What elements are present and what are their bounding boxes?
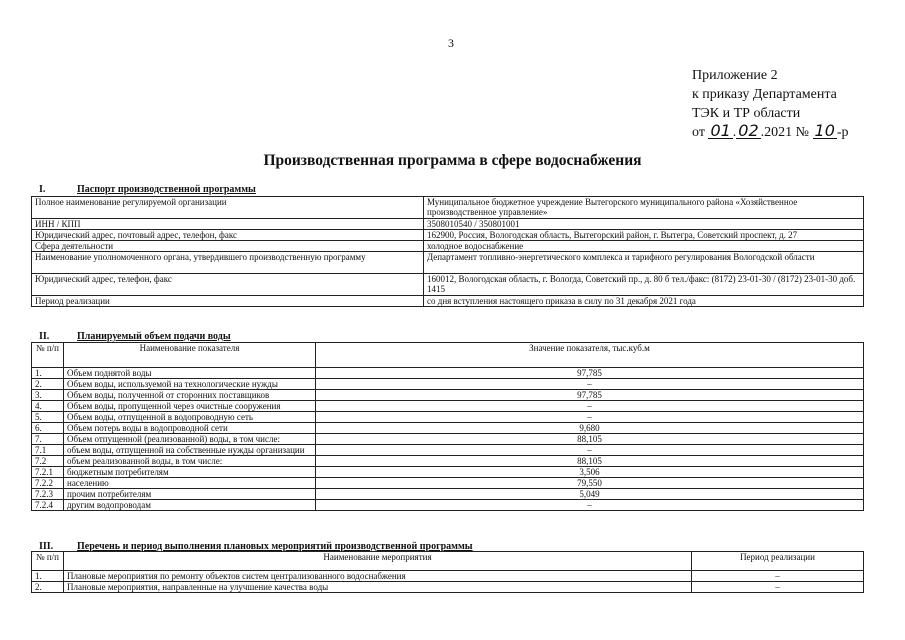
passport-label: Наименование уполномоченного органа, утвердившего производственную программу xyxy=(32,252,424,274)
row-number: 7.2.1 xyxy=(32,467,64,478)
passport-label: Полное наименование регулируемой организации xyxy=(32,197,424,219)
table-row xyxy=(32,219,864,230)
passport-value: 162900, Россия, Вологодская область, Вытегорский район, г. Вытегра, Советский проспект, д. 27 xyxy=(424,230,864,241)
row-number: 1. xyxy=(32,571,64,582)
table-row xyxy=(32,571,864,582)
appendix-line-2: к приказу Департамента xyxy=(692,87,837,102)
indicator-value: 9,680 xyxy=(316,423,864,434)
row-number: 7.2.3 xyxy=(32,489,64,500)
passport-label: Период реализации xyxy=(32,296,424,307)
indicator-name: Объем потерь воды в водопроводной сети xyxy=(64,423,316,434)
table-row xyxy=(32,582,864,593)
appendix-line-3: ТЭК и ТР области xyxy=(692,106,801,121)
indicator-name: Объем отпущенной (реализованной) воды, в том числе: xyxy=(64,434,316,445)
row-number: 1. xyxy=(32,368,64,379)
indicator-value: 97,785 xyxy=(316,368,864,379)
row-number: 7.2 xyxy=(32,456,64,467)
table-row xyxy=(32,500,864,511)
indicator-name: объем реализованной воды, в том числе: xyxy=(64,456,316,467)
table-row xyxy=(32,434,864,445)
row-number: 2. xyxy=(32,582,64,593)
indicator-value: 79,550 xyxy=(316,478,864,489)
section-1-heading xyxy=(31,184,256,195)
table-row xyxy=(32,401,864,412)
section-3-number: III. xyxy=(39,541,54,552)
measure-period: – xyxy=(692,571,864,582)
row-number: 2. xyxy=(32,379,64,390)
appendix-date-line: от 01 . 02 .2021 № 10 -р xyxy=(692,121,849,140)
table-row xyxy=(32,274,864,296)
indicator-value: 97,785 xyxy=(316,390,864,401)
section-3-title: Перечень и период выполнения плановых мероприятий производственной программы xyxy=(77,541,473,552)
table-row xyxy=(32,478,864,489)
passport-label: Сфера деятельности xyxy=(32,241,424,252)
indicator-value: – xyxy=(316,500,864,511)
indicator-name: объем воды, отпущенной на собственные нужды организации xyxy=(64,445,316,456)
table-row xyxy=(32,467,864,478)
indicator-name: населению xyxy=(64,478,316,489)
measure-name: Плановые мероприятия по ремонту объектов систем централизованного водоснабжения xyxy=(64,571,692,582)
col-header-measure: Наименование мероприятия xyxy=(64,552,692,571)
table-row xyxy=(32,489,864,500)
section-1-number: I. xyxy=(39,184,46,195)
passport-label: Юридический адрес, телефон, факс xyxy=(32,274,424,296)
row-number: 6. xyxy=(32,423,64,434)
indicator-value: 5,049 xyxy=(316,489,864,500)
document-title: Производственная программа в сфере водоснабжения xyxy=(263,152,642,169)
appendix-line-1: Приложение 2 xyxy=(692,68,778,83)
indicator-name: Объем воды, полученной от сторонних поставщиков xyxy=(64,390,316,401)
handwritten-month: 02 xyxy=(738,121,759,140)
table-row xyxy=(32,423,864,434)
indicator-value: 88,105 xyxy=(316,434,864,445)
section-2-title: Планируемый объем подачи воды xyxy=(77,331,231,342)
water-volume-table xyxy=(31,342,864,511)
indicator-name: прочим потребителям xyxy=(64,489,316,500)
order-suffix: -р xyxy=(836,125,849,140)
section-2-number: II. xyxy=(39,331,50,342)
indicator-value: – xyxy=(316,379,864,390)
passport-value: Муниципальное бюджетное учреждение Вытегорского муниципального района «Хозяйственное производственное управление» xyxy=(424,197,864,219)
table-row xyxy=(32,390,864,401)
table-header-row xyxy=(32,552,864,571)
passport-value: холодное водоснабжение xyxy=(424,241,864,252)
table-row xyxy=(32,197,864,219)
water-volume-rows xyxy=(32,368,864,511)
date-prefix: от xyxy=(692,125,705,140)
table-row xyxy=(32,445,864,456)
row-number: 5. xyxy=(32,412,64,423)
handwritten-day: 01 xyxy=(710,121,731,140)
indicator-value: 88,105 xyxy=(316,456,864,467)
row-number: 7. xyxy=(32,434,64,445)
indicator-value: – xyxy=(316,412,864,423)
row-number: 3. xyxy=(32,390,64,401)
passport-value: 160012, Вологодская область, г. Вологда, Советский пр., д. 80 б тел./факс: (8172) 23-01-30 / (8172) 23-01-30 доб. 1415 xyxy=(424,274,864,296)
table-row xyxy=(32,230,864,241)
indicator-name: Объем воды, используемой на технологические нужды xyxy=(64,379,316,390)
table-row xyxy=(32,379,864,390)
table-row xyxy=(32,368,864,379)
table-header-row xyxy=(32,343,864,368)
row-number: 7.2.4 xyxy=(32,500,64,511)
indicator-name: Объем воды, пропущенной через очистные сооружения xyxy=(64,401,316,412)
measures-table xyxy=(31,551,864,593)
date-year: .2021 № xyxy=(760,125,810,140)
measure-period: – xyxy=(692,582,864,593)
row-number: 4. xyxy=(32,401,64,412)
section-2-heading xyxy=(31,331,231,342)
col-header-period: Период реализации xyxy=(692,552,864,571)
passport-value: со дня вступления настоящего приказа в силу по 31 декабря 2021 года xyxy=(424,296,864,307)
passport-table xyxy=(31,196,864,307)
indicator-name: бюджетным потребителям xyxy=(64,467,316,478)
section-1-title: Паспорт производственной программы xyxy=(77,184,256,195)
table-row xyxy=(32,241,864,252)
table-row xyxy=(32,252,864,274)
table-row xyxy=(32,456,864,467)
indicator-value: – xyxy=(316,401,864,412)
passport-label: Юридический адрес, почтовый адрес, телефон, факс xyxy=(32,230,424,241)
measures-rows xyxy=(32,571,864,593)
measure-name: Плановые мероприятия, направленные на улучшение качества воды xyxy=(64,582,692,593)
table-row xyxy=(32,412,864,423)
appendix-block xyxy=(692,66,849,142)
indicator-name: другим водопроводам xyxy=(64,500,316,511)
page-number: 3 xyxy=(448,36,454,50)
indicator-name: Объем поднятой воды xyxy=(64,368,316,379)
col-header-value: Значение показателя, тыс.куб.м xyxy=(316,343,864,368)
indicator-name: Объем воды, отпущенной в водопроводную сеть xyxy=(64,412,316,423)
passport-label: ИНН / КПП xyxy=(32,219,424,230)
passport-value: 3508010540 / 350801001 xyxy=(424,219,864,230)
indicator-value: – xyxy=(316,445,864,456)
col-header-num: № п/п xyxy=(32,552,64,571)
indicator-value: 3,506 xyxy=(316,467,864,478)
passport-value: Департамент топливно-энергетического комплекса и тарифного регулирования Вологодской области xyxy=(424,252,864,274)
handwritten-order-number: 10 xyxy=(814,121,835,140)
table-row xyxy=(32,296,864,307)
col-header-num: № п/п xyxy=(32,343,64,368)
row-number: 7.2.2 xyxy=(32,478,64,489)
row-number: 7.1 xyxy=(32,445,64,456)
col-header-name: Наименование показателя xyxy=(64,343,316,368)
